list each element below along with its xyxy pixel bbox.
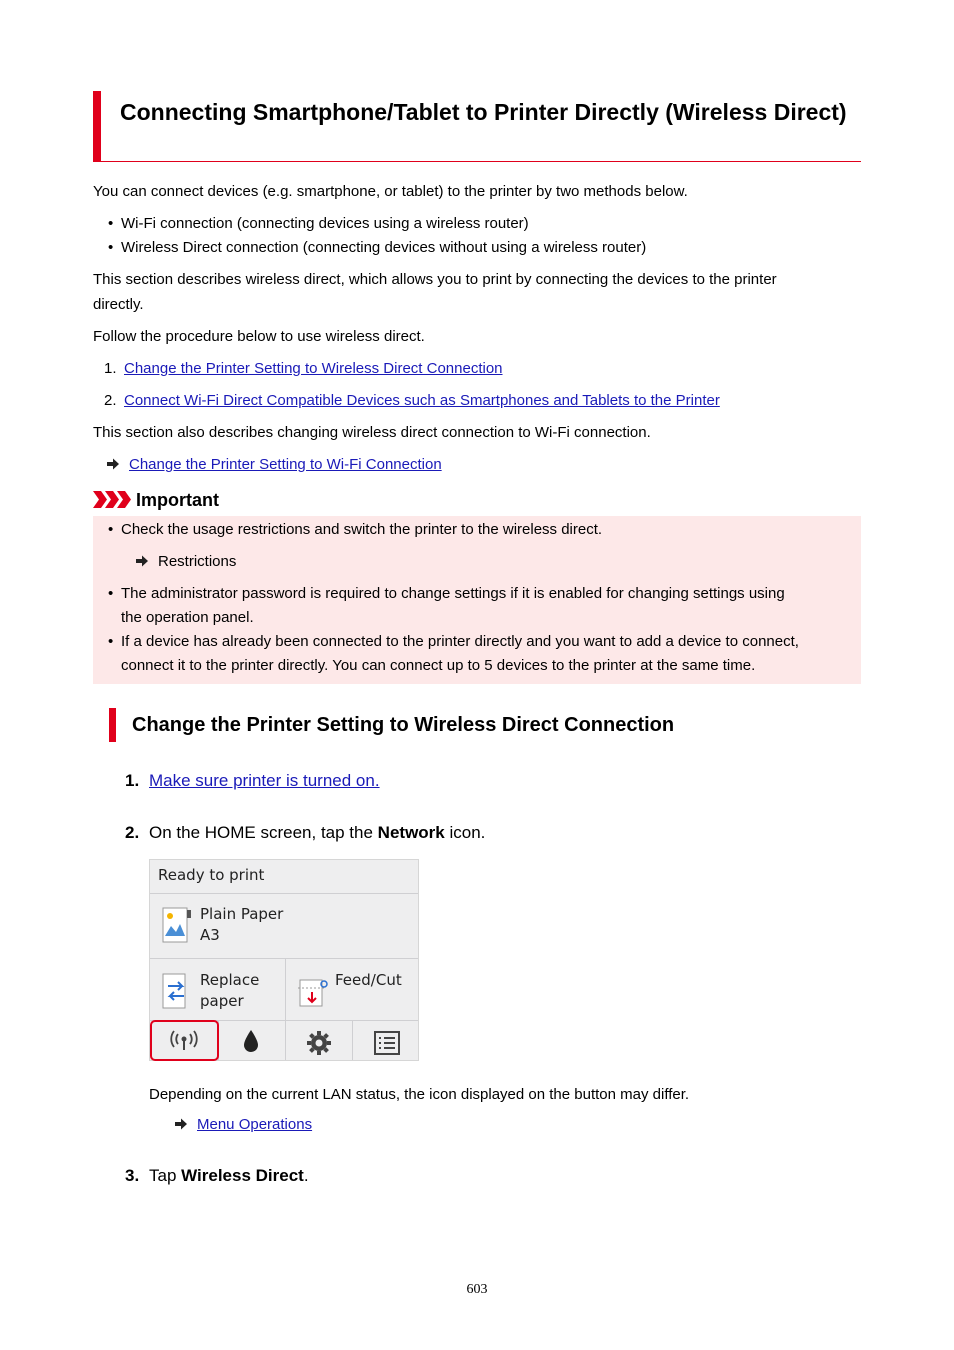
wifi-connection-link[interactable]: Change the Printer Setting to Wi-Fi Connection (129, 456, 442, 473)
page-title-block (93, 91, 861, 162)
list-menu-icon[interactable] (374, 1031, 400, 1055)
wifi-link-row (107, 453, 442, 477)
arrow-right-icon (136, 555, 148, 567)
network-highlight (150, 1020, 219, 1061)
procedure-item-2: 2. Connect Wi-Fi Direct Compatible Devices such as Smartphones and Tablets to the Printer (104, 392, 720, 409)
arrow-right-icon (175, 1118, 187, 1130)
section-heading-block (109, 708, 675, 742)
procedure-link-1[interactable]: Change the Printer Setting to Wireless Direct Connection (124, 360, 503, 377)
step-3: 3. Tap Wireless Direct. (125, 1166, 309, 1185)
lan-status-note: Depending on the current LAN status, the icon displayed on the button may differ. (149, 1086, 690, 1103)
step-1: 1. Make sure printer is turned on. (125, 771, 380, 790)
printer-on-link[interactable]: Make sure printer is turned on. (149, 771, 380, 790)
follow-text: Follow the procedure below to use wireless direct. (93, 328, 425, 345)
ink-drop-icon[interactable] (242, 1028, 260, 1054)
also-text: This section also describes changing wireless direct connection to Wi-Fi connection. (93, 424, 651, 441)
restrictions-link[interactable]: Restrictions (158, 553, 237, 570)
arrow-right-icon (107, 458, 119, 470)
procedure-link-2[interactable]: Connect Wi-Fi Direct Compatible Devices such as Smartphones and Tablets to the Printer (124, 392, 720, 409)
step-2: 2. On the HOME screen, tap the Network icon. (125, 823, 486, 842)
home-screen-image (149, 859, 419, 1061)
paper-icon (160, 906, 192, 958)
paper-info[interactable]: Plain Paper A3 (200, 905, 284, 944)
replace-paper-icon (160, 972, 192, 1012)
intro-text: You can connect devices (e.g. smartphone, or tablet) to the printer by two methods below. (93, 183, 688, 200)
gear-icon[interactable] (306, 1030, 332, 1056)
description-line: This section describes wireless direct, which allows you to print by connecting the devices to the printer (93, 271, 777, 288)
page-number: 603 (466, 1282, 488, 1297)
important-chevron-icon (93, 491, 131, 508)
feed-cut-icon (296, 976, 330, 1010)
section-heading: Change the Printer Setting to Wireless Direct Connection (132, 714, 675, 736)
menu-operations-link[interactable]: Menu Operations (197, 1116, 313, 1133)
description-line: directly. (93, 296, 144, 313)
restrictions-row (136, 550, 236, 574)
page-title: Connecting Smartphone/Tablet to Printer Directly (Wireless Direct) (120, 99, 847, 125)
lcd-status: Ready to print (158, 866, 265, 884)
replace-paper-button[interactable]: Replace paper (200, 971, 260, 1010)
procedure-item-1: 1. Change the Printer Setting to Wireless Direct Connection (104, 360, 503, 377)
menu-operations-row (175, 1113, 312, 1137)
feed-cut-button[interactable]: Feed/Cut (335, 971, 402, 989)
